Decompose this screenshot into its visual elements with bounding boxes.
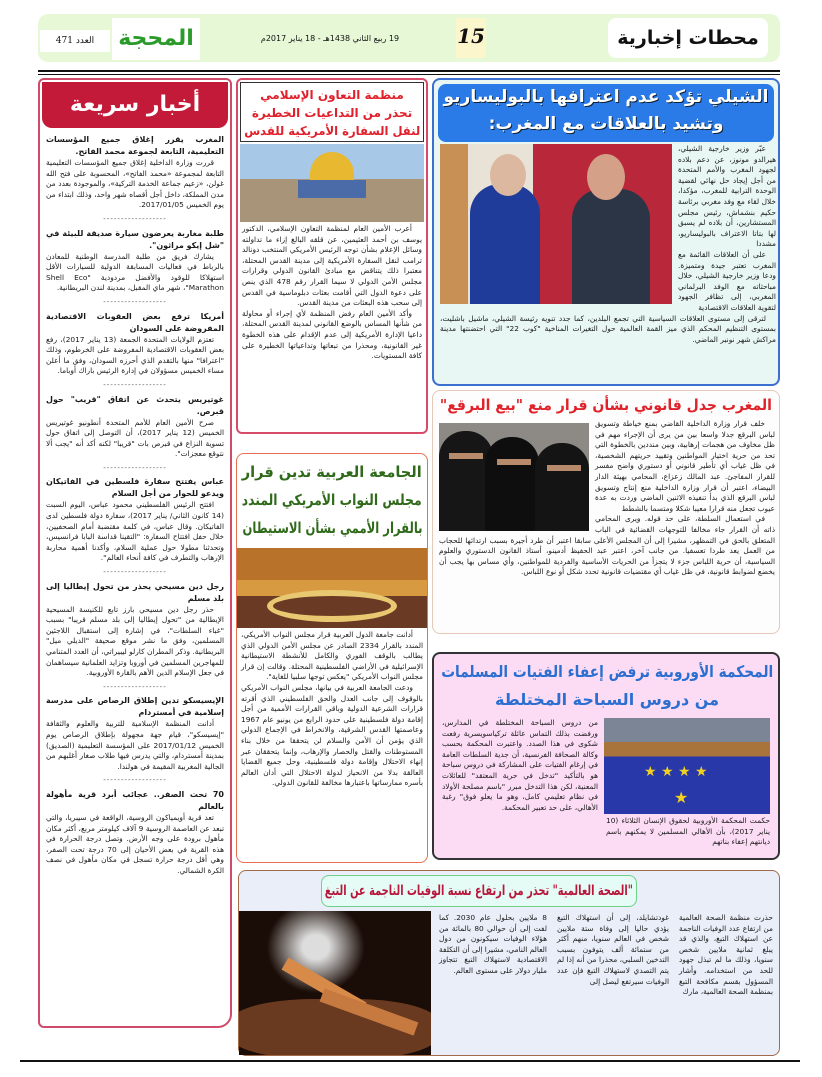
page-number: 15 bbox=[456, 18, 486, 58]
separator: ------------------ bbox=[103, 463, 167, 472]
paragraph: على أن العلاقات القائمة مع المغرب تعتبر جيدة ومتميزة. ودعا وزير خارجية الشيلي، خلال مباحثاته مع الوفد البرلماني المغربي، إلى تظافر الجهود لتقوية العلاقات الاقتصادية bbox=[678, 249, 776, 312]
news-item-body: صرح الأمين العام للأمم المتحدة أنطونيو غوتيريس الخميس (12 يناير 2017)، أن التوصل إلى اتفاق حول تسوية النزاع في قبرص بات "قريبا" لكنه أكد أنه "يجب ألا نتوقع معجزات". bbox=[46, 417, 225, 459]
article-headline bbox=[239, 458, 425, 546]
headline-line: المحكمة الأوروبية ترفض إعفاء الفتيات المسلمات bbox=[441, 662, 773, 681]
news-item-body: تعتزم الولايات المتحدة الجمعة (13 يناير 2017)، رفع بعض العقوبات الاقتصادية المفروضة على الخرطوم، وذلك "اعترافا" منها بالتقدم الذي أحرزه السودان، وفق ما أعلن مساء الخميس مسؤولان في إدارة الرئيس باراك أوباما. bbox=[46, 334, 224, 376]
news-item-body: تعد قرية أويمياكون الروسية، الواقعة في سيبريا، والتي تبعد عن العاصمة الروسية 9 آلاف كيلومتر مربع، أكثر مكان مأهول برودة على وجه الأرض. وتصل درجة الحرارة في هذه القرية في بعض الأحيان إلى 70 درجة تحت الصفر، وهي أقل درجة حرارة تسجل في مكان مأهول في نصف الكرة الشمالي. bbox=[46, 812, 225, 875]
photo-cigarettes bbox=[239, 911, 431, 1055]
star-icon: ★ bbox=[674, 788, 689, 807]
divider bbox=[38, 70, 780, 72]
article-burqa bbox=[432, 390, 780, 634]
news-item-heading: عباس يفتتح سفارة فلسطين في الفاتيكان ويدعو للحوار من أجل السلام bbox=[46, 477, 224, 499]
separator: ------------------ bbox=[103, 776, 167, 785]
news-item-body: يشارك فريق من طلبة المدرسة الوطنية للمعادن بالرباط في فعاليات المسابقة الدولية للسيارات الأقل استهلاكا للوقود والأفضل مردودية "Shell Eco Marathon"، شهر ماي المقبل، بمدينة لندن البريطانية. bbox=[46, 251, 224, 293]
paragraph: وأكد الأمين العام رفض المنظمة لأي إجراء أو محاولة من شأنها المساس بالوضع القانوني لمدينة القدس المحتلة، داعيا الإدارة الأمريكية إلى عدم الإقدام على هذه الخطوة غير القانونية، ومحذرا من تبعاتها وتداعياتها الخطيرة على كافة المستويات. bbox=[242, 308, 422, 361]
article-chile bbox=[432, 78, 780, 386]
article-body bbox=[241, 630, 423, 789]
separator: ------------------ bbox=[103, 297, 167, 306]
article-tobacco bbox=[238, 870, 780, 1056]
photo-handshake bbox=[440, 144, 672, 304]
news-item-heading: المغرب يقرر إغلاق جميع المؤسسات التعليمية، التابعة لجموعة محمد الفاتح. bbox=[46, 135, 224, 156]
article-body bbox=[242, 224, 422, 362]
paragraph: في استعمال السلطة، على حد قوله. ويرى المحامي ذاته أن القرار جاء مخالفا للتوجهات القضائية في الباب المتعلق بالحق في التمظهر، مشيرا إلى أن المجلس الأعلى سابقا اعتبر أن طرد أجيرة بسبب ارتدائها للحجاب من العمل يعد طردا تعسفيا. من جانب آخر، اعتبر عبد الحفيظ أدمينو، أستاذ القانون الدستوري والعلوم السياسية، أن حرية اللباس جزء لا يتجزأ من الحريات الأساسية والفردية للمواطنين، وأي مساس بها يجب أن يخضع لضوابط قانونية، في ظل غياب أي مقتضيات قانونية تحدد شكل أو نوع اللباس. bbox=[439, 514, 775, 577]
quick-news-list bbox=[46, 132, 224, 877]
photo-dome-of-the-rock bbox=[240, 144, 424, 222]
photo-courtroom-stars bbox=[604, 718, 770, 814]
headline-line: تحذر من التداعيات الخطيرة bbox=[251, 106, 413, 120]
paragraph: لترقى إلى مستوى العلاقات السياسية التي تجمع البلدين، كما جدد تنويه رئيسة الشيلي، ماشيل باشليت، بمستوى التنظيم المحكم الذي ميز القمة العالمية حول التغيرات المناخية "كوب 22" التي احتضنتها مدينة مراكش شهر نونبر الماضي. bbox=[440, 313, 776, 344]
news-item-heading: رجل دين مسيحي يحذر من تحول إيطاليا إلى بلد مسلم bbox=[46, 581, 224, 603]
article-headline bbox=[437, 393, 775, 417]
quick-news-panel bbox=[38, 78, 232, 1028]
article-body bbox=[439, 419, 775, 578]
article-arab-league bbox=[236, 453, 428, 863]
article-oic bbox=[236, 78, 428, 434]
headline-line: الشيلي تؤكد عدم اعترافها بالبوليساريو bbox=[443, 87, 769, 107]
article-headline bbox=[438, 658, 776, 714]
article-body bbox=[440, 144, 776, 345]
headline-line: من دروس السباحة المختلطة bbox=[494, 690, 720, 709]
paragraph: عبّر وزير خارجية الشيلي، هيرالدو مونوز، عن دعم بلاده لجهود المغرب والأمم المتحدة من أجل إيجاد حل نهائي لقضية الوحدة الترابية للمغرب، مؤكدا، خلال لقاء مع وفد مغربي برئاسة حكيم بنشماش، رئيس مجلس المستشارين، أن بلاده لم يسبق لها بتاتا الاعتراف بالبوليساريو، مشددا bbox=[678, 144, 776, 249]
quick-news-title: أخبار سريعة bbox=[42, 82, 228, 128]
news-item-heading: الإيسيسكو تدين إطلاق الرصاص على مدرسة إسلامية في أمستردام bbox=[46, 696, 224, 718]
newspaper-logo: المحجة bbox=[112, 18, 200, 60]
article-body: غودتشايلد، إلى أن استهلاك التبغ يؤدي حاليا إلى وفاة ستة ملايين شخص في العالم سنويا، منهم أكثر من ستمائة ألف يتوفون بسبب التدخين السلبي، محذرا من أنه إذا لم يتم التصدي لاستهلاك التبغ فإن عدد الوفيات سيرتفع ليصل إلى bbox=[557, 913, 669, 986]
issue-date: 19 ربيع الثاني 1438هـ - 18 يناير 2017م bbox=[260, 34, 400, 43]
issue-number bbox=[40, 30, 110, 52]
headline-line: بالقرار الأممي بشأن الاستيطان bbox=[241, 519, 423, 537]
article-body: 8 ملايين بحلول عام 2030. كما لفت إلى أن حوالي 80 بالمائة من هؤلاء الوفيات سيكونون من دول العالم النامي، مشيرا إلى أن التكلفة الاقتصادية لاستهلاك التبغ تتجاوز مليار دولار على مستوى العالم. bbox=[439, 913, 547, 975]
news-item-heading: غوتيريس يتحدث عن اتفاق "قريب" حول قبرص. bbox=[46, 394, 224, 416]
separator: ------------------ bbox=[103, 568, 167, 577]
article-headline bbox=[240, 82, 424, 142]
article-headline bbox=[321, 875, 637, 907]
paragraph: أعرب الأمين العام لمنظمة التعاون الإسلامي، الدكتور يوسف بن أحمد العثيمين، عن قلقه البالغ إزاء ما تداولته وسائل الإعلام بشأن توجه الرئيس الأمريكي المنتخب دونالد ترامب لنقل السفارة الأمريكية إلى مدينة القدس المحتلة، معتبرا ذلك يتناقض مع مبادئ القانون الدولي وقرارات مجلس الأمن الدولي لا سيما القرار رقم 478 الذي ينص على دعوة الدول التي أقامت بعثات دبلوماسية في القدس إلى سحب هذه البعثات من مدينة القدس. bbox=[242, 224, 422, 308]
headline-line: لنقل السفارة الأمريكية للقدس bbox=[243, 124, 420, 138]
photo-niqab-women bbox=[439, 423, 589, 531]
news-item-heading: 70 تحت الصفر.. عجائب أبرد قرية مأهولة بالعالم bbox=[46, 789, 224, 811]
headline-line: منظمة التعاون الإسلامي bbox=[260, 88, 404, 102]
paragraph: ودعت الجامعة العربية في بيانها، مجلس النواب الأمريكي بالوقوف إلى جانب العدل والحق الفلسطيني الذي أقرته قرارات الشرعية الدولية وباقي القرارات الأممية من أجل إقامة دولة فلسطينية على حدود الرابع من يونيو عام 1967 وعاصمتها القدس الشرقية، والانخراط في الإجماع الدولي الذي يؤمن أن الأمن والسلام لن يتحققا من خلال بناء المستوطنات والقتل والحصار والإرهاب، وإنما يتحققان عبر إنهاء الاحتلال وإقامة دولة فلسطينية، وحل جميع القضايا العالقة بدلا من الانحياز لدولة الاحتلال التي أدان العالم بأسره ممارساتها باعتبارها مخالفة للقانون الدولي. bbox=[241, 682, 423, 788]
divider bbox=[38, 74, 780, 75]
star-icon: ★ ★ ★ ★ bbox=[644, 764, 708, 780]
photo-arab-league-hall bbox=[237, 548, 427, 628]
headline-line: المغرب جدل قانوني بشأن قرار منع "بيع البرقع" bbox=[439, 396, 773, 414]
article-headline bbox=[438, 84, 774, 142]
issue-label: العدد bbox=[75, 36, 95, 46]
separator: ------------------ bbox=[103, 682, 167, 691]
news-item-body: حذر رجل دين مسيحي بارز تابع للكنيسة المسيحية الإيطالية من "تحول إيطاليا إلى بلد مسلم قريبا" بسبب "غباء السلطات"، في إشارة إلى استقبال اللاجئين المسلمين، وفق ما نشر موقع صحيفة "الديلي ميل" البريطانية. وذكر المطران كارلو ليبيراتي، أن العدد المتنامي للمهاجرين المسلمين في أوروبا وتزايد العلمانية سيساهمان في جعل الإسلام الدين الأهم بالقارة الأوروبية. bbox=[46, 604, 224, 678]
headline-line: مجلس النواب الأمريكي المندد bbox=[241, 491, 422, 509]
paragraph: خلف قرار وزارة الداخلية القاضي بمنع خياطة وتسويق لباس البرقع جدلا واسعا بين من يرى أن الإجراء مهم في ظل مخاوف من هجمات إرهابية، وبين منددين بالخطوة التي تحد من حرية اختيار المواطنين وتقييد حريتهم الشخصية، في ظل غياب أي تأطير قانوني أو دستوري واضح مفسر للقرار المفاجئ. عبد المالك زعزاع، المحامي بهيئة الدار البيضاء، اعتبر أن قرار وزارة الداخلية منع إنتاج وتسويق لباس البرقع الذي بدأ تنفيذه الاثنين الماضي وردت به عدة عيوب تجعل منه قرارا معيبا شكلا ومتسما بالشطط bbox=[595, 419, 775, 513]
issue-value: 471 bbox=[55, 36, 73, 46]
section-title: محطات إخبارية bbox=[608, 18, 768, 58]
news-item-body: قررت وزارة الداخلية إغلاق جميع المؤسسات التعليمية التابعة لمجموعة «محمد الفاتح»، المحسوبة على فتح الله غولن، «زعيم جماعة الخدمة التركية»، والموجودة بعدد من مدن المملكة، داخل أجل أقصاه شهر واحد، وذلك ابتداء من يوم الخميس 2017/01/05. bbox=[46, 158, 224, 210]
paragraph: أدانت جامعة الدول العربية قرار مجلس النواب الأمريكي، المندد بالقرار 2334 الصادر عن مجلس الأمن الدولي الذي يطالب بالوقف الفوري والكامل للأنشطة الاستيطانية الإسرائيلية في الأراضي الفلسطينية المحتلة. وقالت إن قرار مجلس النواب الأمريكي "يعكس توجها سلبيا للغاية". bbox=[241, 630, 423, 682]
divider bbox=[20, 1060, 800, 1062]
news-item-body: افتتح الرئيس الفلسطيني محمود عباس، اليوم السبت (14 كانون الثاني/ يناير 2017)، سفارة دولة فلسطين لدى الفاتيكان. وقال عباس، في كلمة مقتضبة أمام الصحفيين، خلال حفل افتتاح السفارة: "التقينا قداسة البابا فرانسيس، وتحدثنا مطولا حول عملية السلام، وأكدنا أهمية محاربة الإرهاب والتطرف في كافة أنحاء العالم". bbox=[46, 500, 224, 563]
news-item-heading: أمريكا ترفع بعض العقوبات الاقتصادية المفروضة على السودان bbox=[46, 311, 224, 333]
headline-line: "الصحة العالمية" تحذر من ارتفاع نسبة الوفيات الناجمة عن التبغ bbox=[324, 883, 634, 899]
article-body: من دروس السباحة المختلطة في المدارس، ورفضت بذلك التماس عائلة تركياسويسرية رفعت شكوى في هذا الصدد. واعتبرت المحكمة بحسب وكالة الصحافة الفرنسية، أن جدية السلطات العامة في إرغام الفتيات على المشاركة في دروس سباحة هو بالتأكيد "تدخل في حرية المعتقد" للعائلات المعنية، لكن هذا التدخل مبرر "باسم مصلحة الأولاد في نظام تعليمي كامل، وهو ما يعلو فوق" رغبة الأهالي، على حد تعبير المحكمة. bbox=[442, 718, 598, 812]
image-caption: حكمت المحكمة الأوروبية لحقوق الإنسان الثلاثاء (10 يناير 2017)، بأن الأهالي المسلمين لا يمكنهم باسم ديانتهم إعفاء بناتهم bbox=[606, 816, 770, 847]
article-echr bbox=[432, 652, 780, 860]
separator: ------------------ bbox=[103, 214, 167, 223]
article-body: حذرت منظمة الصحة العالمية من ارتفاع عدد الوفيات الناجمة عن استهلاك التبغ، والذي قد يبلغ ثمانية ملايين شخص سنويا، وذلك ما لم تبذل جهود للحد من استخدامه. وأشار المسؤول بقسم مكافحة التبغ بمنظمة الصحة العالمية، مارك bbox=[679, 913, 773, 997]
news-item-heading: طلبة مغاربة يعرضون سيارة صديقة للبيئة في "شل إيكو مراثون". bbox=[46, 228, 224, 250]
news-item-body: أدانت المنظمة الإسلامية للتربية والعلوم والثقافة "إيسيسكو"، قيام جهة مجهولة بإطلاق الرصاص يوم الخميس 2017/01/12 على المؤسسة التعليمية (الصديق) بمدينة أمستردام، والتي يدرس فيها طلاب صغار أغلبهم من الجالية المغربية المقيمة في هولندا. bbox=[46, 719, 224, 771]
headline-line: الجامعة العربية تدين قرار bbox=[242, 463, 422, 481]
separator: ------------------ bbox=[103, 380, 167, 389]
headline-line: وتشيد بالعلاقات مع المغرب: bbox=[488, 114, 724, 134]
